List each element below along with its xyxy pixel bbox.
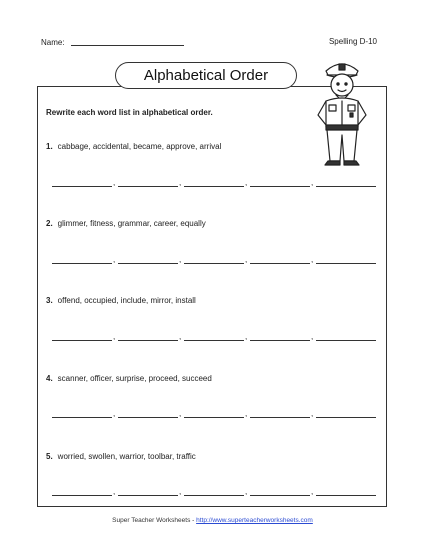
answer-blank[interactable] xyxy=(316,332,376,341)
question-number: 5. xyxy=(46,452,53,461)
answer-blank[interactable] xyxy=(118,487,178,496)
footer-brand: Super Teacher Worksheets xyxy=(112,517,191,524)
name-field xyxy=(41,37,184,47)
answer-blank[interactable] xyxy=(52,487,112,496)
question-5 xyxy=(46,452,196,461)
question-number: 3. xyxy=(46,296,53,305)
instructions: Rewrite each word list in alphabetical order. xyxy=(46,108,213,117)
comma: , xyxy=(113,332,116,341)
name-label: Name: xyxy=(41,38,65,47)
question-1 xyxy=(46,142,221,151)
question-number: 2. xyxy=(46,219,53,228)
comma: , xyxy=(179,178,182,187)
question-4 xyxy=(46,374,212,383)
answer-row-4 xyxy=(52,408,380,418)
answer-row-2 xyxy=(52,254,380,264)
comma: , xyxy=(311,487,314,496)
answer-blank[interactable] xyxy=(316,178,376,187)
word-list: worried, swollen, warrior, toolbar, traffic xyxy=(57,452,196,461)
answer-blank[interactable] xyxy=(52,332,112,341)
answer-row-1 xyxy=(52,177,380,187)
comma: , xyxy=(113,178,116,187)
answer-blank[interactable] xyxy=(250,178,310,187)
question-number: 4. xyxy=(46,374,53,383)
comma: , xyxy=(113,255,116,264)
answer-blank[interactable] xyxy=(118,255,178,264)
answer-blank[interactable] xyxy=(52,178,112,187)
name-blank[interactable] xyxy=(71,37,184,46)
comma: , xyxy=(179,487,182,496)
comma: , xyxy=(179,409,182,418)
question-number: 1. xyxy=(46,142,53,151)
word-list: glimmer, fitness, grammar, career, equally xyxy=(57,219,206,228)
answer-blank[interactable] xyxy=(250,255,310,264)
answer-blank[interactable] xyxy=(184,332,244,341)
police-officer-illustration xyxy=(312,55,372,171)
answer-blank[interactable] xyxy=(52,409,112,418)
answer-blank[interactable] xyxy=(250,487,310,496)
answer-blank[interactable] xyxy=(118,178,178,187)
answer-blank[interactable] xyxy=(316,487,376,496)
comma: , xyxy=(113,487,116,496)
answer-row-3 xyxy=(52,331,380,341)
answer-row-5 xyxy=(52,486,380,496)
word-list: cabbage, accidental, became, approve, arrival xyxy=(57,142,222,151)
comma: , xyxy=(311,178,314,187)
footer xyxy=(0,517,425,524)
answer-blank[interactable] xyxy=(118,332,178,341)
footer-separator: - xyxy=(190,517,197,524)
answer-blank[interactable] xyxy=(118,409,178,418)
answer-blank[interactable] xyxy=(250,332,310,341)
comma: , xyxy=(179,255,182,264)
answer-blank[interactable] xyxy=(250,409,310,418)
comma: , xyxy=(311,255,314,264)
word-list: scanner, officer, surprise, proceed, succeed xyxy=(57,374,212,383)
answer-blank[interactable] xyxy=(316,255,376,264)
answer-blank[interactable] xyxy=(316,409,376,418)
comma: , xyxy=(245,487,248,496)
question-3 xyxy=(46,296,196,305)
comma: , xyxy=(311,409,314,418)
worksheet-title xyxy=(115,62,297,89)
answer-blank[interactable] xyxy=(184,487,244,496)
comma: , xyxy=(245,255,248,264)
comma: , xyxy=(179,332,182,341)
answer-blank[interactable] xyxy=(184,409,244,418)
answer-blank[interactable] xyxy=(52,255,112,264)
comma: , xyxy=(245,178,248,187)
title-text: Alphabetical Order xyxy=(143,67,269,84)
answer-blank[interactable] xyxy=(184,255,244,264)
worksheet-code: Spelling D-10 xyxy=(328,37,377,46)
footer-link[interactable]: http://www.superteacherworksheets.com xyxy=(196,517,313,524)
comma: , xyxy=(245,409,248,418)
comma: , xyxy=(113,409,116,418)
word-list: offend, occupied, include, mirror, install xyxy=(57,296,196,305)
question-2 xyxy=(46,219,206,228)
comma: , xyxy=(245,332,248,341)
answer-blank[interactable] xyxy=(184,178,244,187)
comma: , xyxy=(311,332,314,341)
